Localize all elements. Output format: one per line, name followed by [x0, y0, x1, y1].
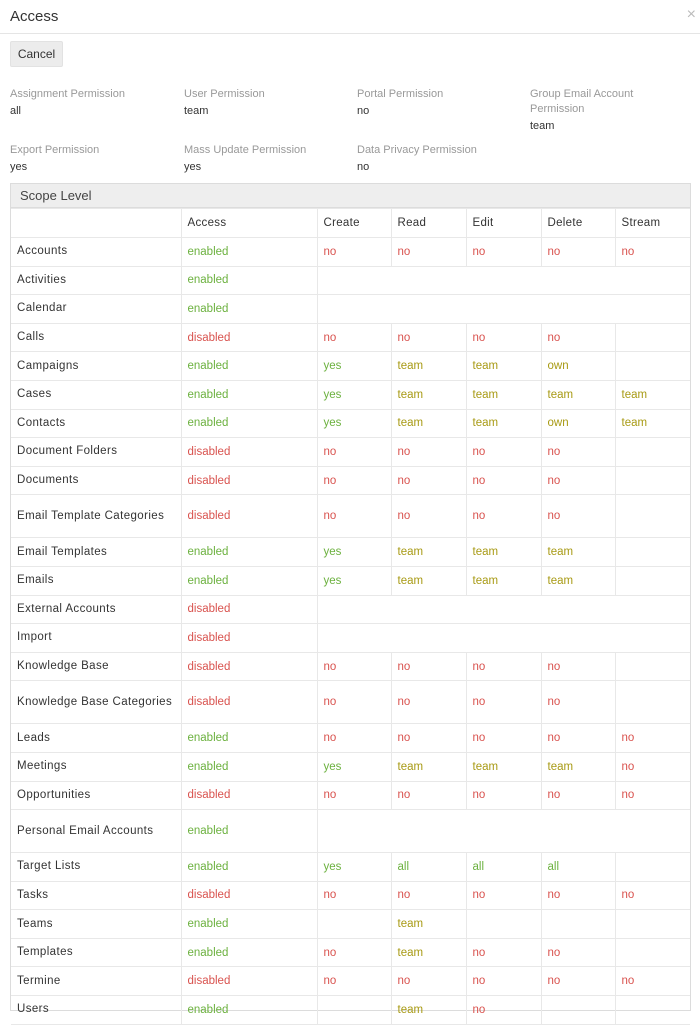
module-name: Termine [11, 967, 181, 996]
scope-table-body [11, 238, 690, 1025]
module-name: Cases [11, 380, 181, 409]
access-level: disabled [181, 681, 317, 724]
delete-level: team [541, 538, 615, 567]
access-level: enabled [181, 566, 317, 595]
read-level: team [391, 910, 466, 939]
module-name: Contacts [11, 409, 181, 438]
table-row [11, 781, 690, 810]
table-row [11, 323, 690, 352]
create-level: no [317, 938, 391, 967]
create-level: yes [317, 380, 391, 409]
access-level: disabled [181, 466, 317, 495]
create-level: no [317, 881, 391, 910]
permission-value: team [530, 120, 555, 132]
stream-level [615, 652, 690, 681]
permission-value: no [357, 161, 370, 173]
table-row [11, 624, 690, 653]
table-row [11, 853, 690, 882]
module-name: Import [11, 624, 181, 653]
edit-level: team [466, 352, 541, 381]
scope-table [11, 208, 690, 1025]
create-level: no [317, 781, 391, 810]
empty-actions-cell [317, 595, 690, 624]
delete-level: team [541, 752, 615, 781]
create-level [317, 996, 391, 1025]
module-name: Documents [11, 466, 181, 495]
module-name: Opportunities [11, 781, 181, 810]
read-level: no [391, 781, 466, 810]
create-level: yes [317, 352, 391, 381]
stream-level [615, 323, 690, 352]
module-name: Users [11, 996, 181, 1025]
read-level: team [391, 752, 466, 781]
column-header: Stream [615, 209, 690, 238]
column-header: Access [181, 209, 317, 238]
stream-level [615, 495, 690, 538]
module-name: Activities [11, 266, 181, 295]
dialog-header [0, 0, 700, 34]
empty-actions-cell [317, 624, 690, 653]
edit-level: team [466, 538, 541, 567]
create-level: yes [317, 566, 391, 595]
edit-level: no [466, 967, 541, 996]
access-level: enabled [181, 538, 317, 567]
module-name: Personal Email Accounts [11, 810, 181, 853]
create-level: no [317, 724, 391, 753]
access-level: enabled [181, 938, 317, 967]
stream-level: team [615, 409, 690, 438]
portal-permission [357, 87, 522, 119]
edit-level: no [466, 466, 541, 495]
stream-level: no [615, 781, 690, 810]
read-level: no [391, 466, 466, 495]
table-row [11, 238, 690, 267]
module-name: Knowledge Base [11, 652, 181, 681]
access-level: disabled [181, 595, 317, 624]
stream-level: no [615, 238, 690, 267]
permission-value: yes [184, 161, 202, 173]
delete-level: no [541, 652, 615, 681]
access-level: enabled [181, 352, 317, 381]
table-row [11, 266, 690, 295]
read-level: no [391, 724, 466, 753]
stream-level [615, 566, 690, 595]
table-row [11, 466, 690, 495]
empty-actions-cell [317, 810, 690, 853]
stream-level: no [615, 967, 690, 996]
read-level: no [391, 238, 466, 267]
delete-level: own [541, 352, 615, 381]
table-row [11, 752, 690, 781]
delete-level: no [541, 495, 615, 538]
table-row [11, 967, 690, 996]
create-level: no [317, 323, 391, 352]
delete-level: team [541, 566, 615, 595]
module-name: Calls [11, 323, 181, 352]
read-level: no [391, 881, 466, 910]
read-level: no [391, 495, 466, 538]
empty-actions-cell [317, 266, 690, 295]
module-name: Email Template Categories [11, 495, 181, 538]
stream-level [615, 910, 690, 939]
mass-update-permission [184, 143, 349, 175]
permission-label: Group Email Account Permission [530, 88, 634, 115]
access-level: enabled [181, 380, 317, 409]
delete-level [541, 996, 615, 1025]
module-name: Calendar [11, 295, 181, 324]
export-permission [10, 143, 175, 175]
access-level: enabled [181, 724, 317, 753]
permission-label: Data Privacy Permission [357, 144, 477, 156]
delete-level: no [541, 438, 615, 467]
read-level: team [391, 566, 466, 595]
module-name: Document Folders [11, 438, 181, 467]
table-row [11, 538, 690, 567]
table-row [11, 652, 690, 681]
stream-level: no [615, 881, 690, 910]
scope-level-panel [10, 183, 691, 1016]
stream-level [615, 538, 690, 567]
stream-level [615, 681, 690, 724]
table-row [11, 910, 690, 939]
access-level: disabled [181, 438, 317, 467]
delete-level: no [541, 466, 615, 495]
create-level: no [317, 495, 391, 538]
create-level: yes [317, 409, 391, 438]
table-row [11, 438, 690, 467]
edit-level: team [466, 566, 541, 595]
table-row [11, 810, 690, 853]
group-email-account-permission [530, 87, 670, 134]
column-header: Read [391, 209, 466, 238]
table-row [11, 996, 690, 1025]
table-header-row [11, 209, 690, 238]
stream-level [615, 996, 690, 1025]
scope-level-title: Scope Level [11, 184, 690, 208]
access-level: disabled [181, 323, 317, 352]
table-row [11, 409, 690, 438]
edit-level: no [466, 438, 541, 467]
access-level: disabled [181, 967, 317, 996]
edit-level: no [466, 938, 541, 967]
module-name: Accounts [11, 238, 181, 267]
access-level: enabled [181, 752, 317, 781]
read-level: team [391, 352, 466, 381]
table-row [11, 681, 690, 724]
delete-level: no [541, 781, 615, 810]
edit-level: no [466, 996, 541, 1025]
permission-value: all [10, 105, 22, 117]
edit-level: team [466, 409, 541, 438]
cancel-button[interactable]: Cancel [10, 41, 63, 67]
stream-level [615, 466, 690, 495]
module-name: Target Lists [11, 853, 181, 882]
stream-level: no [615, 752, 690, 781]
module-name: Campaigns [11, 352, 181, 381]
module-name: Emails [11, 566, 181, 595]
edit-level: team [466, 752, 541, 781]
read-level: team [391, 938, 466, 967]
stream-level [615, 853, 690, 882]
delete-level: no [541, 681, 615, 724]
table-row [11, 495, 690, 538]
table-row [11, 938, 690, 967]
read-level: no [391, 438, 466, 467]
module-name: Tasks [11, 881, 181, 910]
assignment-permission [10, 87, 175, 119]
permission-label: Assignment Permission [10, 88, 125, 100]
read-level: team [391, 996, 466, 1025]
read-level: team [391, 380, 466, 409]
access-level: enabled [181, 238, 317, 267]
permission-value: team [184, 105, 209, 117]
access-level: enabled [181, 853, 317, 882]
edit-level: no [466, 652, 541, 681]
data-privacy-permission [357, 143, 522, 175]
delete-level: own [541, 409, 615, 438]
table-row [11, 295, 690, 324]
delete-level: no [541, 967, 615, 996]
module-name: Templates [11, 938, 181, 967]
permission-value: yes [10, 161, 28, 173]
create-level [317, 910, 391, 939]
edit-level [466, 910, 541, 939]
table-row [11, 566, 690, 595]
create-level: no [317, 652, 391, 681]
read-level: all [391, 853, 466, 882]
permission-value: no [357, 105, 370, 117]
edit-level: no [466, 724, 541, 753]
dialog-title: Access [10, 8, 59, 25]
edit-level: team [466, 380, 541, 409]
read-level: team [391, 538, 466, 567]
table-row [11, 380, 690, 409]
module-name: Teams [11, 910, 181, 939]
empty-actions-cell [317, 295, 690, 324]
user-permission [184, 87, 349, 119]
stream-level: no [615, 724, 690, 753]
delete-level: no [541, 881, 615, 910]
module-name: External Accounts [11, 595, 181, 624]
access-level: enabled [181, 266, 317, 295]
access-level: disabled [181, 624, 317, 653]
module-name: Meetings [11, 752, 181, 781]
delete-level: no [541, 938, 615, 967]
access-level: enabled [181, 910, 317, 939]
delete-level: no [541, 238, 615, 267]
access-level: disabled [181, 781, 317, 810]
permission-label: Mass Update Permission [184, 144, 307, 156]
access-level: disabled [181, 495, 317, 538]
table-row [11, 724, 690, 753]
stream-level [615, 352, 690, 381]
module-name: Leads [11, 724, 181, 753]
column-header: Create [317, 209, 391, 238]
access-level: enabled [181, 996, 317, 1025]
column-header: Edit [466, 209, 541, 238]
read-level: no [391, 681, 466, 724]
table-row [11, 881, 690, 910]
delete-level: no [541, 724, 615, 753]
access-level: enabled [181, 409, 317, 438]
read-level: team [391, 409, 466, 438]
create-level: no [317, 238, 391, 267]
permission-label: User Permission [184, 88, 265, 100]
delete-level: no [541, 323, 615, 352]
create-level: no [317, 438, 391, 467]
delete-level: all [541, 853, 615, 882]
access-level: disabled [181, 881, 317, 910]
edit-level: no [466, 323, 541, 352]
create-level: yes [317, 853, 391, 882]
edit-level: no [466, 495, 541, 538]
permission-label: Export Permission [10, 144, 100, 156]
permission-label: Portal Permission [357, 88, 444, 100]
edit-level: no [466, 881, 541, 910]
column-header: Delete [541, 209, 615, 238]
close-icon[interactable]: × [686, 6, 696, 23]
module-name: Email Templates [11, 538, 181, 567]
table-row [11, 352, 690, 381]
create-level: yes [317, 752, 391, 781]
edit-level: no [466, 238, 541, 267]
access-level: disabled [181, 652, 317, 681]
edit-level: no [466, 681, 541, 724]
read-level: no [391, 652, 466, 681]
edit-level: all [466, 853, 541, 882]
access-level: enabled [181, 810, 317, 853]
create-level: no [317, 681, 391, 724]
module-name: Knowledge Base Categories [11, 681, 181, 724]
column-header [11, 209, 181, 238]
stream-level: team [615, 380, 690, 409]
delete-level: team [541, 380, 615, 409]
create-level: no [317, 466, 391, 495]
read-level: no [391, 967, 466, 996]
table-row [11, 595, 690, 624]
edit-level: no [466, 781, 541, 810]
read-level: no [391, 323, 466, 352]
stream-level [615, 938, 690, 967]
create-level: yes [317, 538, 391, 567]
create-level: no [317, 967, 391, 996]
stream-level [615, 438, 690, 467]
access-level: enabled [181, 295, 317, 324]
delete-level [541, 910, 615, 939]
